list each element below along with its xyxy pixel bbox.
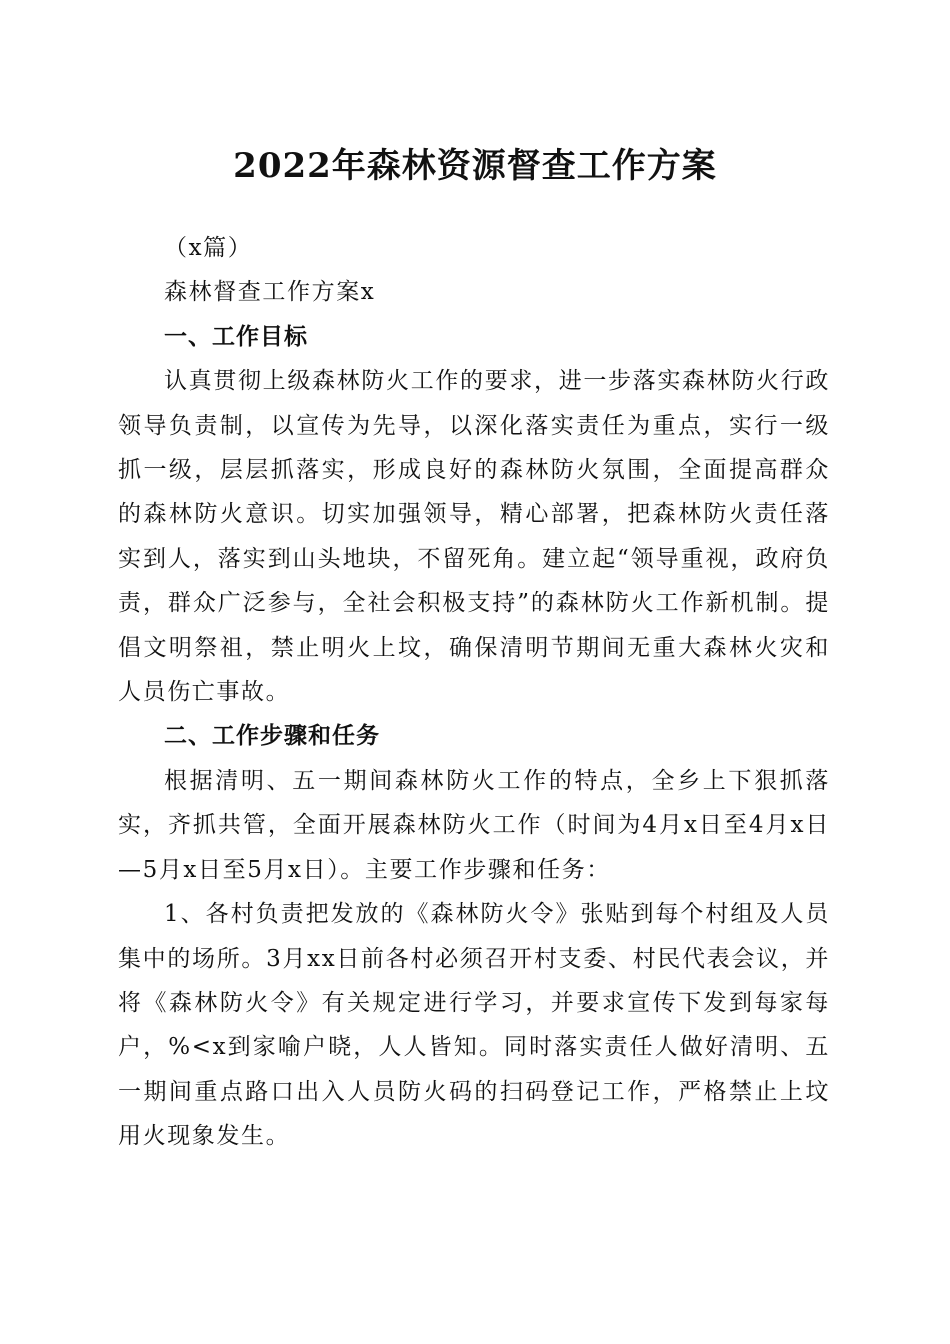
section-1-paragraph: 认真贯彻上级森林防火工作的要求，进一步落实森林防火行政领导负责制，以宣传为先导，以深化落实责任为重点，实行一级抓一级，层层抓落实，形成良好的森林防火氛围，全面提高群众的森林防火意识。切实加强领导，精心部署，把森林防火责任落实到人，落实到山头地块，不留死角。建立起“领导重视，政府负责，群众广泛参与，全社会积极支持”的森林防火工作新机制。提倡文明祭祖，禁止明火上坟，确保清明节期间无重大森林火灾和人员伤亡事故。 xyxy=(118,368,830,706)
section-2-item-1: 1、各村负责把发放的《森林防火令》张贴到每个村组及人员集中的场所。3月xx日前各村必须召开村支委、村民代表会议，并将《森林防火令》有关规定进行学习，并要求宣传下发到每家每户，%<x到家喻户晓，人人皆知。同时落实责任人做好清明、五一期间重点路口出入人员防火码的扫码登记工作，严格禁止上坟用火现象发生。 xyxy=(118,901,830,1150)
section-1-heading: 一、工作目标 xyxy=(164,323,308,350)
document-title: 2022年森林资源督查工作方案 xyxy=(233,146,717,186)
section-2-heading: 二、工作步骤和任务 xyxy=(164,723,380,750)
document-name: 森林督查工作方案x xyxy=(164,279,376,306)
document-subtitle: （x篇） xyxy=(164,235,253,261)
section-2-paragraph: 根据清明、五一期间森林防火工作的特点，全乡上下狠抓落实，齐抓共管，全面开展森林防火工作（时间为4月x日至4月x日—5月x日至5月x日）。主要工作步骤和任务： xyxy=(118,767,830,883)
document-body xyxy=(118,226,830,1159)
